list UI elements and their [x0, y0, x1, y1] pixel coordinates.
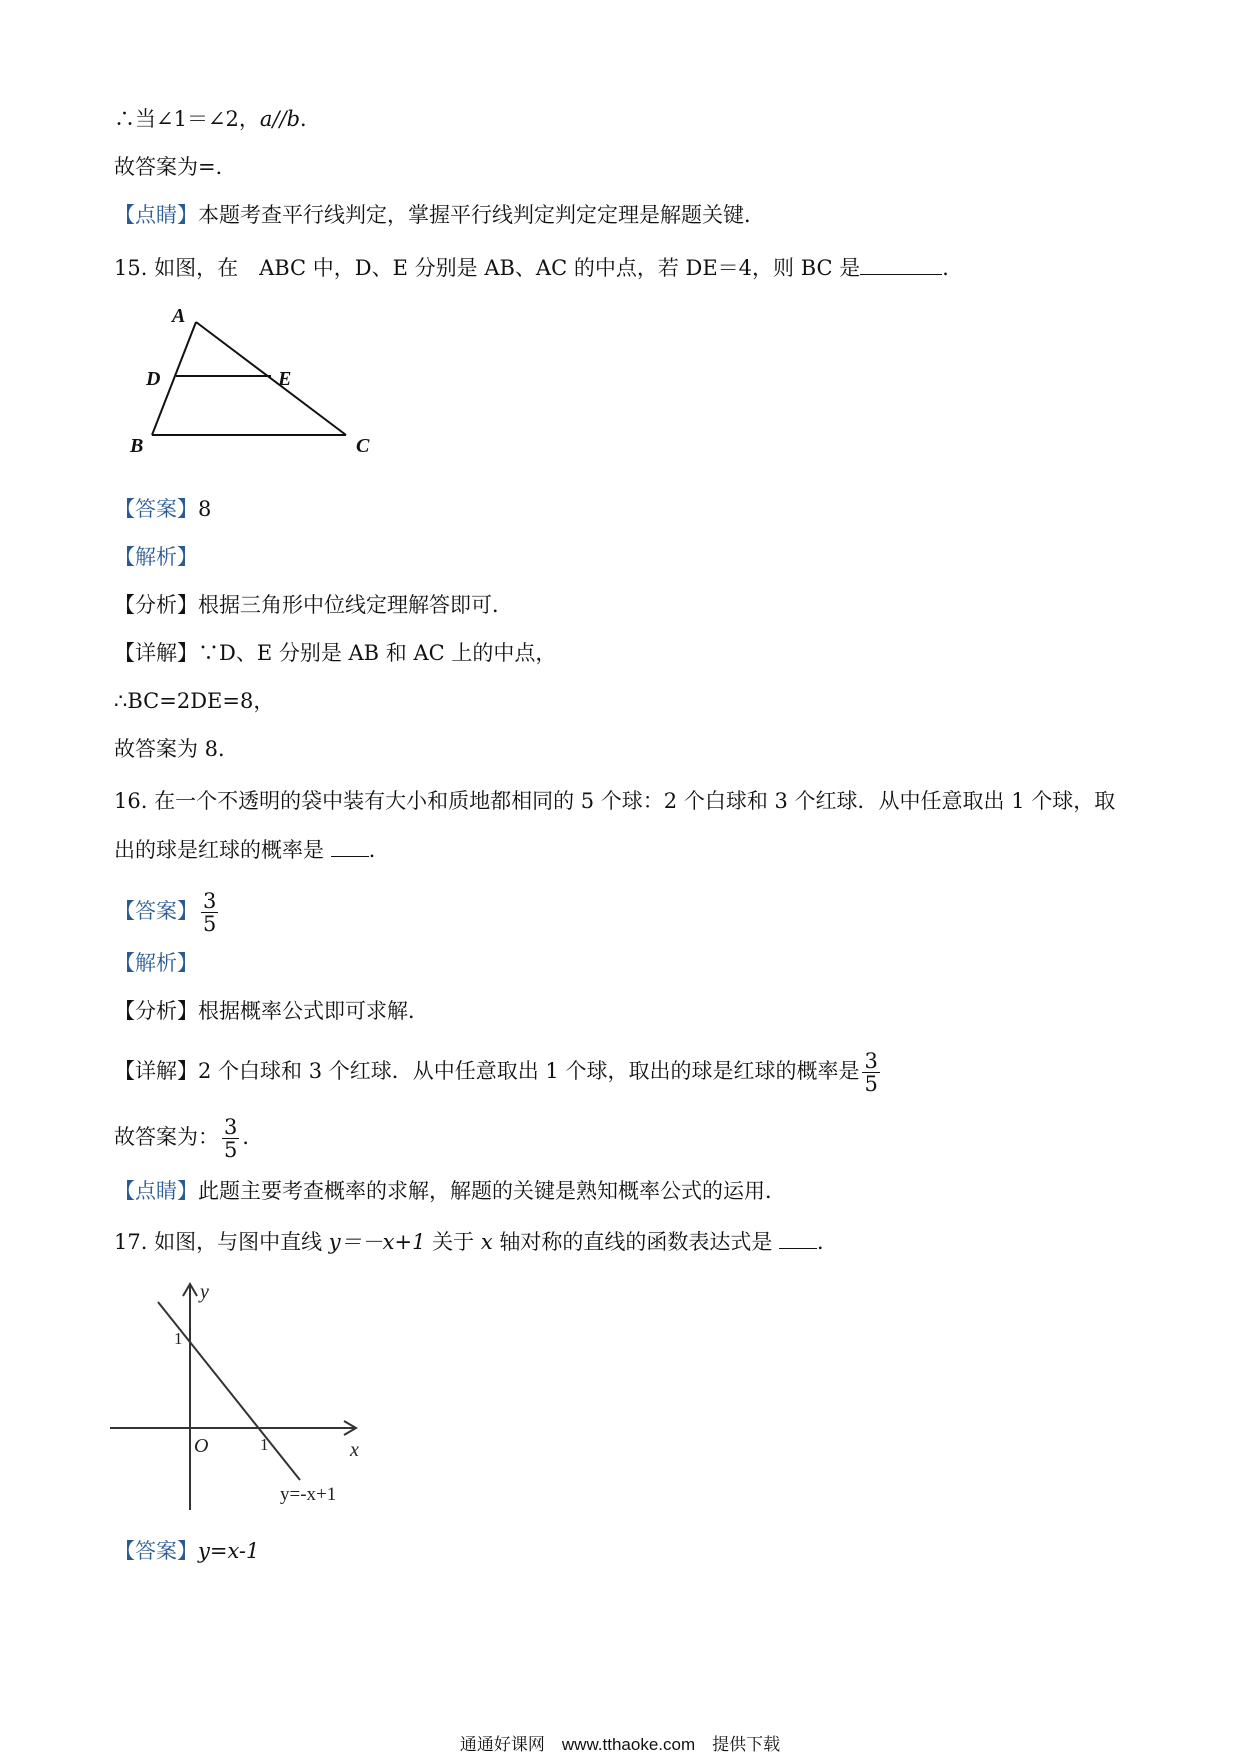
q16-dianjing: 【点睛】此题主要考查概率的求解，解题的关键是熟知概率公式的运用． — [114, 1179, 786, 1203]
q17-answer: 【答案】y=x-1 — [114, 1539, 260, 1563]
q15-analysis-tag: 【解析】 — [114, 545, 198, 569]
answer-blank — [860, 252, 942, 275]
triangle-figure — [120, 300, 400, 460]
origin-label: O — [194, 1435, 209, 1457]
answer-blank — [331, 834, 369, 857]
q15-answer: 【答案】8 — [114, 497, 212, 521]
x-axis-label: x — [350, 1439, 359, 1461]
vertex-c-label: C — [356, 435, 370, 457]
answer-fraction: $\frac{3}{5}$ — [203, 888, 217, 936]
q15-final: 故答案为 8． — [114, 737, 240, 761]
question-15-stem: 15. 如图，在 ABC 中，D、E 分别是 AB、AC 的中点，若 DE＝4，则 BC 是 ． — [114, 252, 963, 283]
y-axis-label: y — [200, 1281, 209, 1303]
q16-final: 故答案为： $\frac{3}{5}$ ． — [114, 1114, 264, 1162]
question-16-stem-line2: 出的球是红球的概率是 ． — [114, 834, 390, 865]
line-equation-label: y=-x+1 — [280, 1484, 337, 1505]
vertex-d-label: D — [146, 368, 161, 390]
conclusion-line: ∴当∠1＝∠2，a//b． — [114, 107, 322, 131]
q15-step: ∴BC=2DE=8， — [114, 689, 275, 713]
q15-fenxi: 【分析】根据三角形中位线定理解答即可． — [114, 593, 513, 617]
q16-fenxi: 【分析】根据概率公式即可求解． — [114, 999, 429, 1023]
answer-line: 故答案为=． — [114, 155, 237, 179]
page-footer: 通通好课网 www.tthaoke.com 提供下载 — [459, 1735, 781, 1754]
question-17-stem: 17. 如图，与图中直线 y＝－x+1 关于 x 轴对称的直线的函数表达式是 ． — [114, 1226, 838, 1257]
comment-line: 【点睛】本题考查平行线判定，掌握平行线判定判定定理是解题关键． — [114, 203, 765, 227]
comment-tag: 【点睛】 — [114, 203, 198, 227]
vertex-e-label: E — [278, 368, 292, 390]
y-intercept-label: 1 — [174, 1329, 183, 1348]
final-fraction: $\frac{3}{5}$ — [224, 1114, 238, 1162]
coordinate-figure — [100, 1270, 380, 1520]
q16-answer: 【答案】 $\frac{3}{5}$ — [114, 888, 217, 936]
vertex-b-label: B — [130, 435, 144, 457]
x-intercept-label: 1 — [260, 1435, 269, 1454]
q16-analysis-tag: 【解析】 — [114, 951, 198, 975]
q15-xiangjie: 【详解】∵D、E 分别是 AB 和 AC 上的中点， — [114, 641, 557, 665]
q16-xiangjie: 【详解】2 个白球和 3 个红球．从中任意取出 1 个球，取出的球是红球的概率是 $\frac{3}{5}$ — [114, 1048, 878, 1096]
vertex-a-label: A — [172, 305, 186, 327]
probability-fraction: $\frac{3}{5}$ — [864, 1048, 878, 1096]
answer-blank — [779, 1226, 817, 1249]
question-16-stem-line1: 16. 在一个不透明的袋中装有大小和质地都相同的 5 个球：2 个白球和 3 个红球．从中任意取出 1 个球，取 — [114, 789, 1116, 813]
side-ac — [196, 322, 346, 435]
